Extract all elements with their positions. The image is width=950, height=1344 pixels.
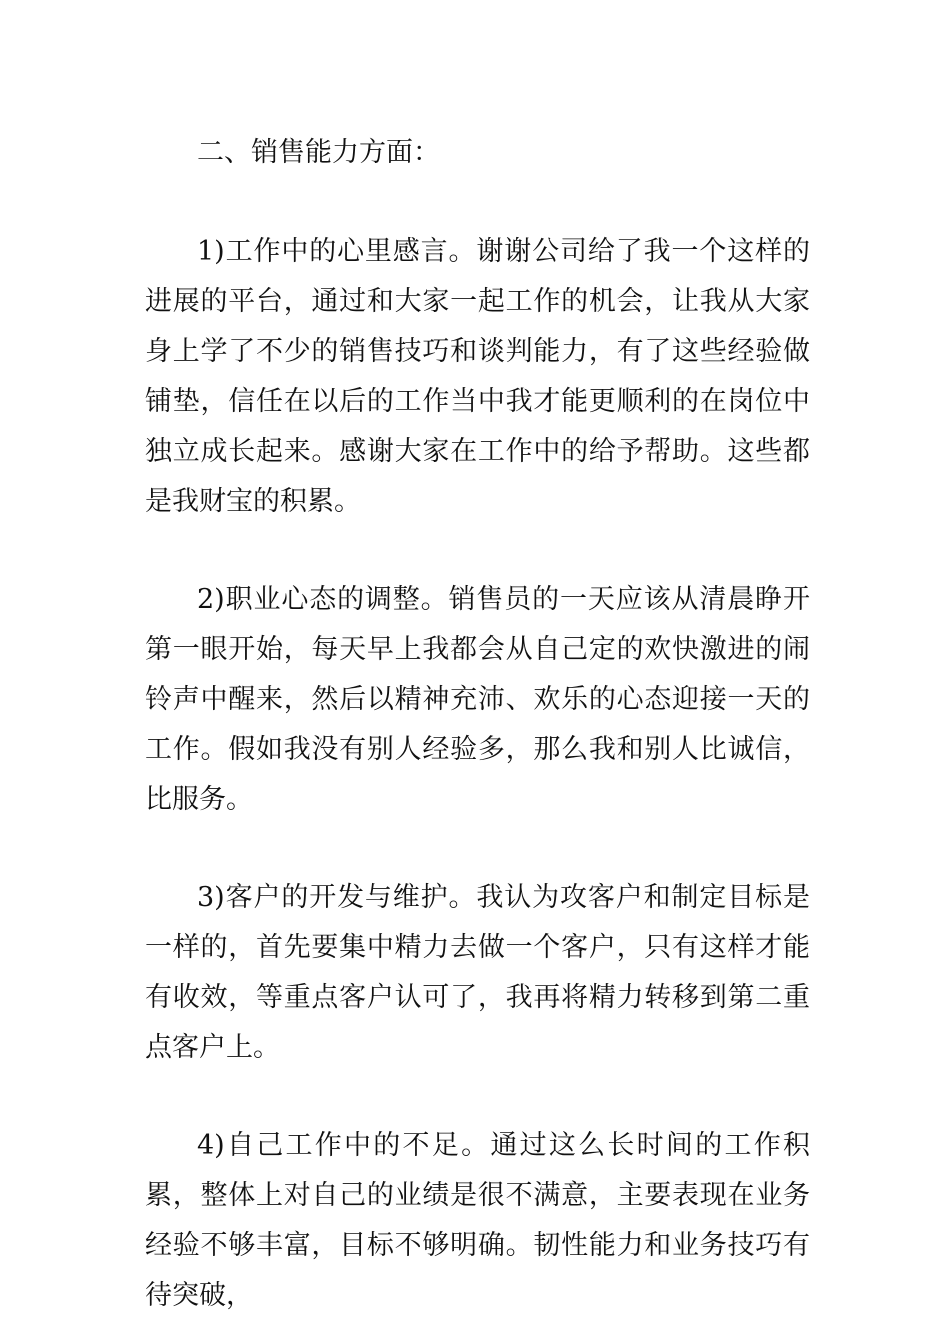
paragraph-shortcomings: 4)自己工作中的不足。通过这么长时间的工作积累，整体上对自己的业绩是很不满意，主要表现在业务经验不够丰富，目标不够明确。韧性能力和业务技巧有待突破， (145, 1130, 810, 1311)
document-body (145, 128, 810, 1321)
paragraph-attitude-adjustment: 2)职业心态的调整。销售员的一天应该从清晨睁开第一眼开始，每天早上我都会从自己定的欢快激进的闹铃声中醒来，然后以精神充沛、欢乐的心态迎接一天的工作。假如我没有别人经验多，那么我和别人比诚信，比服务。 (145, 584, 810, 815)
paragraph-client-development: 3)客户的开发与维护。我认为攻客户和制定目标是一样的，首先要集中精力去做一个客户，只有这样才能有收效，等重点客户认可了，我再将精力转移到第二重点客户上。 (145, 882, 810, 1063)
section-heading: 二、销售能力方面： (197, 137, 440, 168)
paragraph-work-reflection: 1)工作中的心里感言。谢谢公司给了我一个这样的进展的平台，通过和大家一起工作的机会，让我从大家身上学了不少的销售技巧和谈判能力，有了这些经验做铺垫，信任在以后的工作当中我才能更顺利的在岗位中独立成长起来。感谢大家在工作中的给予帮助。这些都是我财宝的积累。 (145, 236, 810, 517)
